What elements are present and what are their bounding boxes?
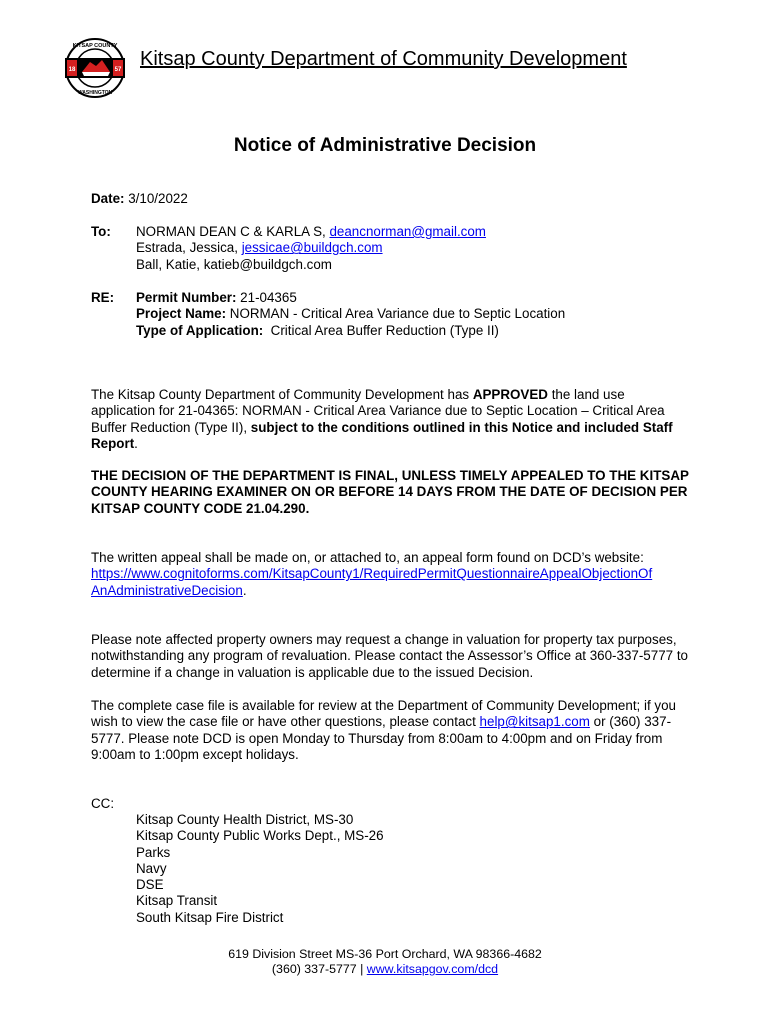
project-name-value: NORMAN - Critical Area Variance due to Septic Location <box>226 306 566 322</box>
application-type-value: Critical Area Buffer Reduction (Type II) <box>263 322 499 338</box>
cc-item: Kitsap County Public Works Dept., MS-26 <box>136 828 384 844</box>
footer-contact <box>0 962 770 977</box>
decision-paragraph <box>91 387 691 452</box>
re-label: RE: <box>91 290 115 305</box>
final-decision-notice: THE DECISION OF THE DEPARTMENT IS FINAL, UNLESS TIMELY APPEALED TO THE KITSAP COUNTY HEARING EXAMINER ON OR BEFORE 14 DAYS FROM THE DATE OF DECISION PER KITSAP COUNTY CODE 21.04.290. <box>91 468 689 516</box>
footer-address: 619 Division Street MS-36 Port Orchard, WA 98366-4682 <box>228 947 542 961</box>
seal-left-number: 18 <box>68 67 76 73</box>
cc-item: DSE <box>136 877 164 893</box>
conditions-text: subject to the conditions outlined in this Notice and included Staff Report <box>91 419 673 451</box>
re-details <box>136 290 565 339</box>
cc-item: Parks <box>136 844 171 860</box>
recipient-row <box>136 224 486 240</box>
permit-number-row <box>136 290 565 306</box>
case-file-paragraph <box>91 698 691 763</box>
appeal-paragraph <box>91 550 691 599</box>
recipient-email-link[interactable]: jessicae@buildgch.com <box>241 240 383 256</box>
cc-item: Navy <box>136 860 167 876</box>
approved-text: APPROVED <box>472 387 548 402</box>
seal-right-number: 57 <box>114 67 122 73</box>
recipient-email: katieb@buildgch.com <box>203 256 332 272</box>
cc-item: South Kitsap Fire District <box>136 909 284 925</box>
to-label: To: <box>91 224 111 239</box>
date-label: Date: <box>91 191 125 206</box>
page-footer <box>0 947 770 977</box>
decision-end: . <box>134 435 138 451</box>
decision-text-1: The Kitsap County Department of Community Development has <box>91 387 473 402</box>
footer-website-link[interactable]: www.kitsapgov.com/dcd <box>366 962 499 976</box>
document-title: Notice of Administrative Decision <box>233 135 537 156</box>
project-name-label: Project Name: <box>136 306 227 322</box>
recipient-email-link[interactable]: deancnorman@gmail.com <box>329 224 486 239</box>
permit-number-value: 21-04365 <box>236 290 297 305</box>
recipient-row <box>136 257 486 273</box>
appeal-link-line-2[interactable]: AnAdministrativeDecision <box>91 582 243 598</box>
cc-item: Kitsap Transit <box>136 893 218 909</box>
seal-bottom-text: WASHINGTON <box>77 90 113 96</box>
case-file-text-1: The complete case file is available for review at the Department of Community Development; if you wish to view the case file or have other questions, please contact <box>91 698 676 730</box>
appeal-link-line-1[interactable]: https://www.cognitoforms.com/KitsapCounty1/RequiredPermitQuestionnaireAppealObjectionOf <box>91 566 653 582</box>
county-seal-icon <box>58 36 132 100</box>
decision-text-2: the land use application for 21-04365: NORMAN - Critical Area Variance due to Septic Location – Critical Area Buffer Reduction (Type II), <box>91 387 665 435</box>
seal-top-text: KITSAP COUNTY <box>72 43 118 49</box>
county-seal-logo <box>58 36 132 100</box>
recipient-name: Estrada, Jessica, <box>136 240 242 256</box>
cc-list <box>136 812 384 926</box>
help-email-link[interactable]: help@kitsap1.com <box>479 714 590 730</box>
appeal-text: The written appeal shall be made on, or attached to, an appeal form found on DCD’s website: <box>91 550 644 565</box>
footer-phone: (360) 337-5777 | <box>271 962 367 976</box>
cc-label: CC: <box>91 796 115 811</box>
application-type-label: Type of Application: <box>136 322 264 338</box>
valuation-paragraph: Please note affected property owners may request a change in valuation for property tax purposes, notwithstanding any program of revaluation. Please contact the Assessor’s Office at 360-337-5777 to determine if a change in valuation is applicable due to the issued Decision. <box>91 632 688 680</box>
cc-item: Kitsap County Health District, MS-30 <box>136 812 354 827</box>
recipient-row <box>136 240 486 256</box>
project-name-row <box>136 306 565 322</box>
appeal-form-link[interactable] <box>91 566 652 597</box>
application-type-row <box>136 323 565 339</box>
date-value: 3/10/2022 <box>128 191 188 206</box>
recipients-list <box>136 224 486 273</box>
recipient-name: NORMAN DEAN C & KARLA S, <box>136 224 330 239</box>
date-line <box>91 191 188 207</box>
recipient-name: Ball, Katie, <box>136 256 204 272</box>
appeal-end: . <box>242 582 247 598</box>
agency-name: Kitsap County Department of Community Development <box>140 48 627 70</box>
case-file-text-2: or (360) 337-5777. Please note DCD is open Monday to Thursday from 8:00am to 4:00pm and on Friday from 9:00am to 1:00pm except holidays. <box>91 714 672 762</box>
permit-number-label: Permit Number: <box>136 290 237 305</box>
